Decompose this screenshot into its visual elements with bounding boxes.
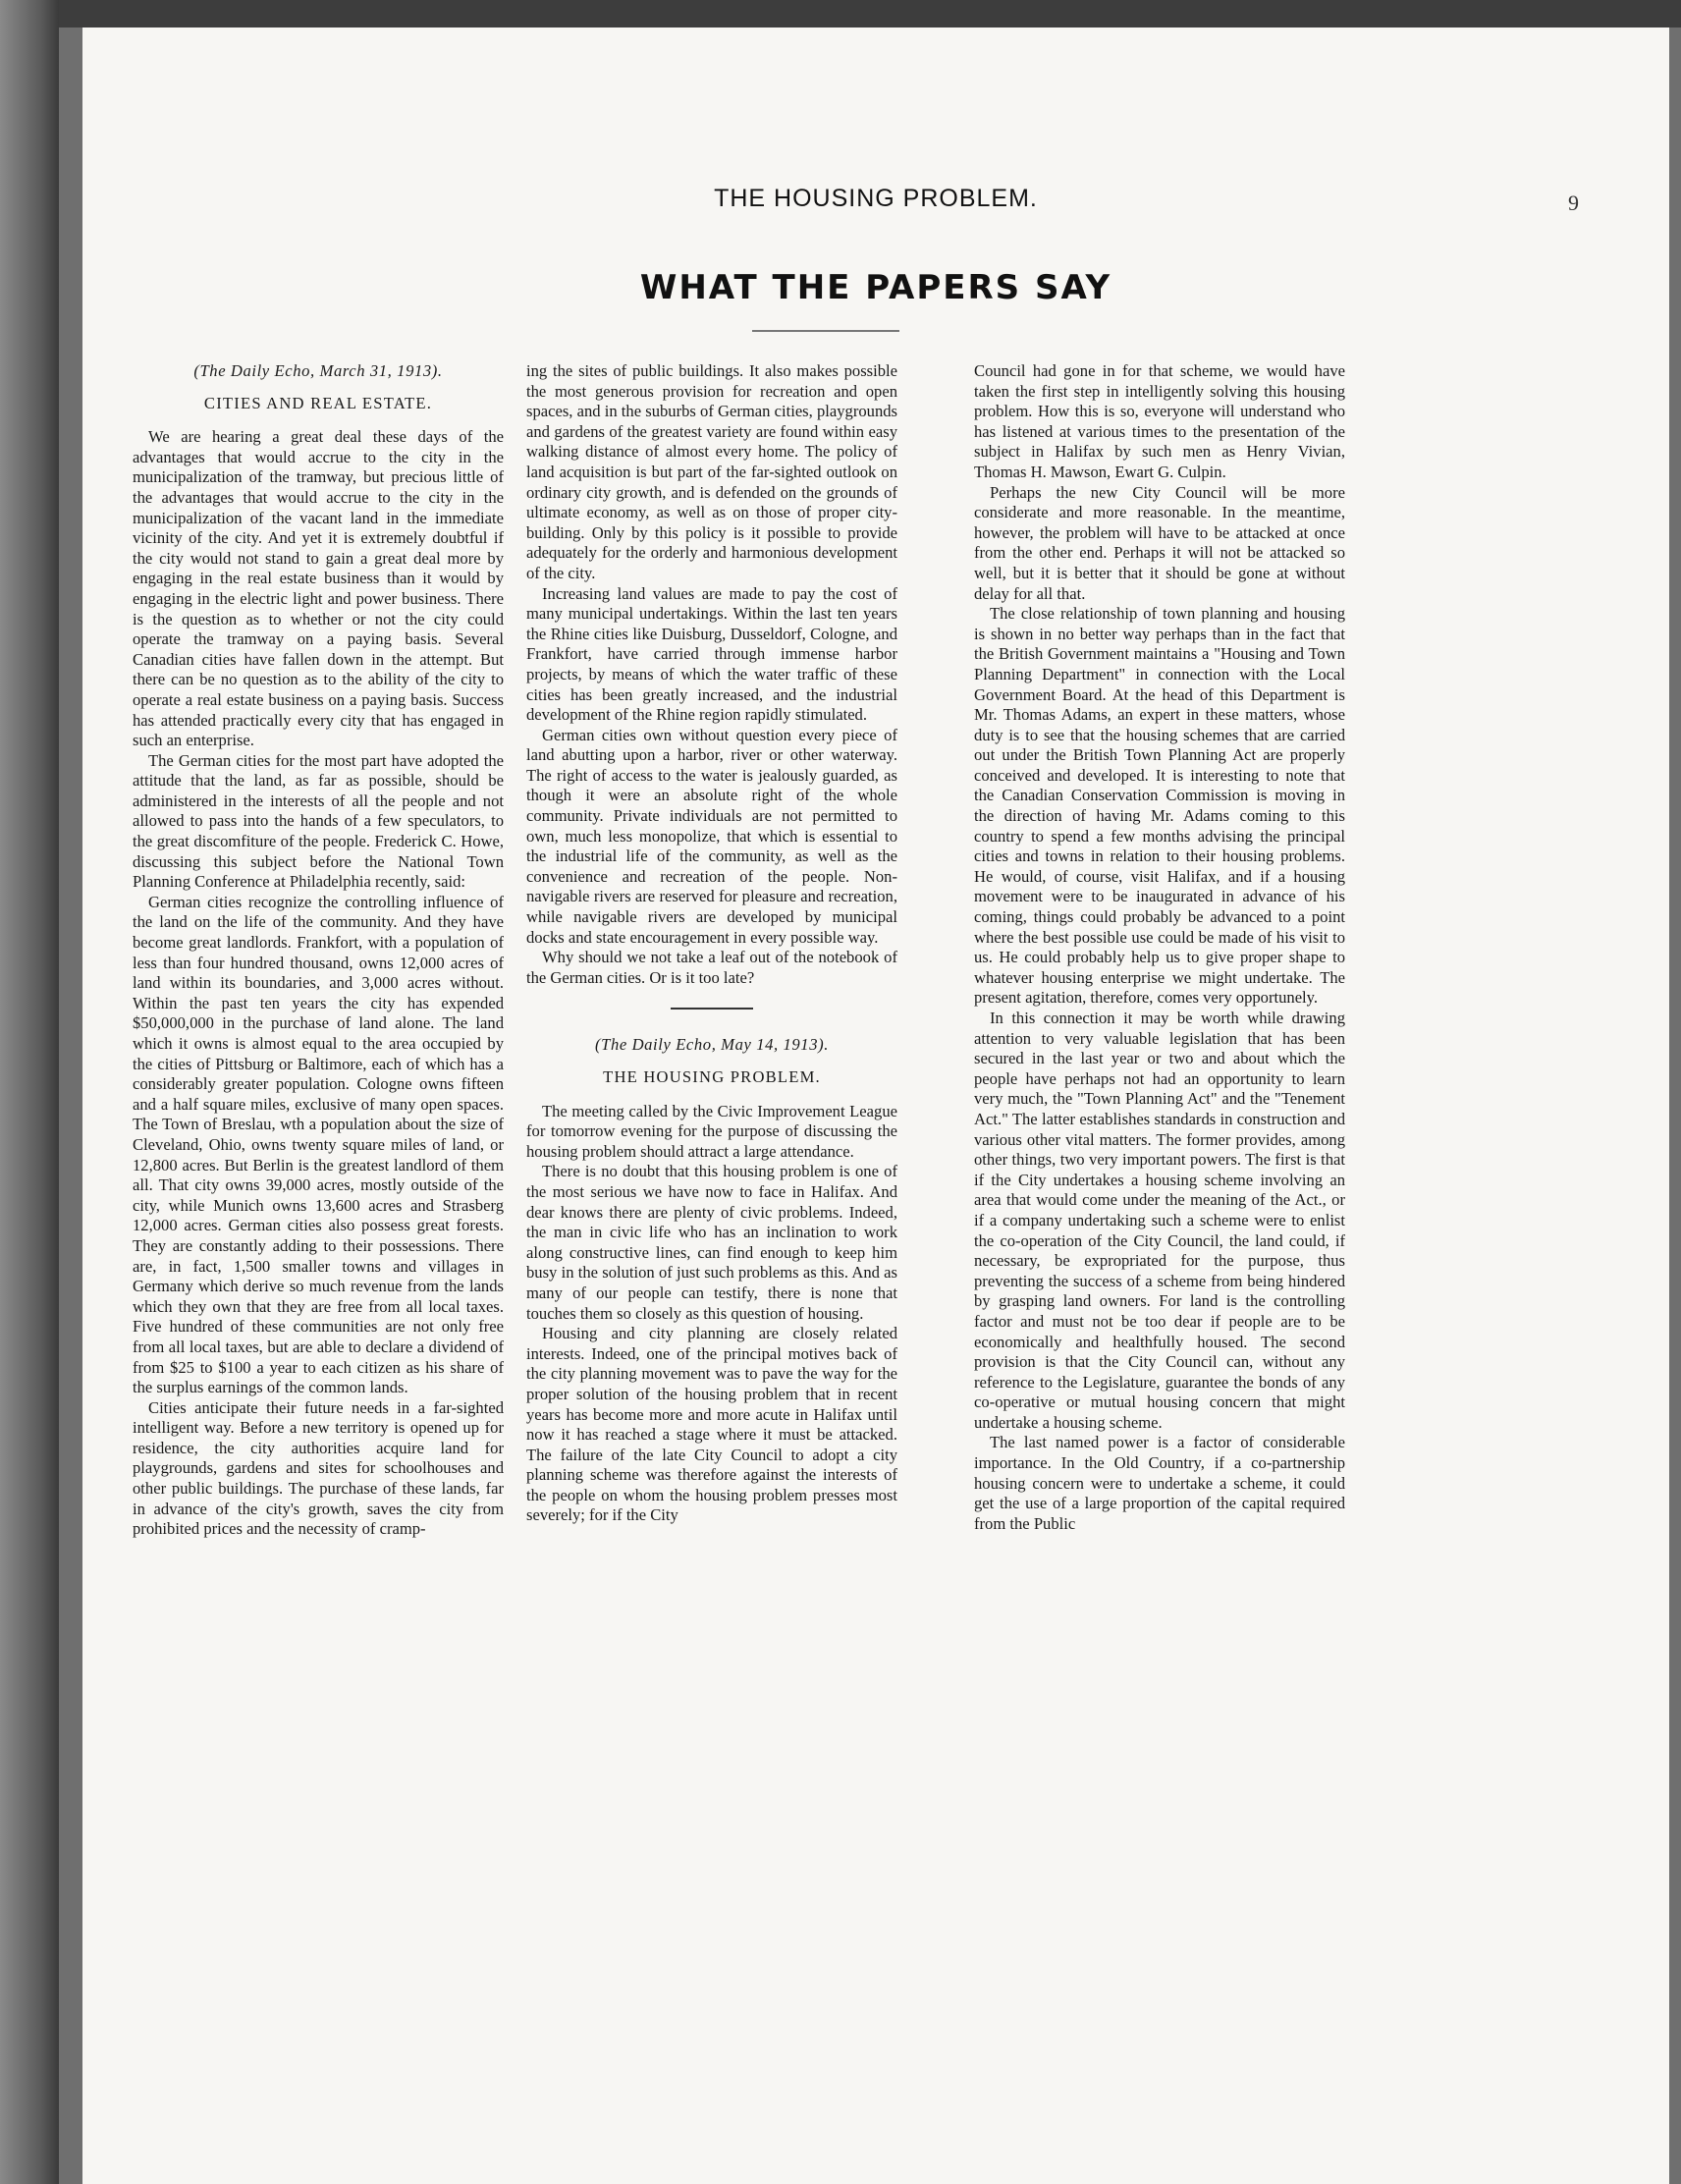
scan-top-border xyxy=(0,0,1681,27)
page-number: 9 xyxy=(1568,191,1579,215)
article1-paragraph: Why should we not take a leaf out of the notebook of the German cities. Or is it too late? xyxy=(526,948,897,987)
scan-binding-gutter xyxy=(0,0,59,2184)
column-3 xyxy=(974,361,1345,2066)
column-2 xyxy=(526,361,897,2066)
article2-paragraph: The last named power is a factor of considerable importance. In the Old Country, if a co-partnership housing concern were to undertake a scheme, it could get the use of a large proportion of the capital required from the Public xyxy=(974,1433,1345,1533)
section-title: WHAT THE PAPERS SAY xyxy=(639,268,1112,307)
article2-paragraph: Housing and city planning are closely related interests. Indeed, one of the principal motives back of the city planning movement was to pave the way for the proper solution of the housing problem that in recent years has become more and more acute in Halifax until now it has reached a stage where it must be attacked. The failure of the late City Council to adopt a city planning scheme was therefore against the interests of the people on whom the housing problem presses most severely; for if the City xyxy=(526,1324,897,1525)
article1-paragraph: The German cities for the most part have adopted the attitude that the land, as far as possible, should be administered in the interests of all the people and not allowed to pass into the hands of a few speculators, to the great discomfiture of the people. Frederick C. Howe, discussing this subject before the National Town Planning Conference at Philadelphia recently, said: xyxy=(133,750,504,892)
article1-heading: CITIES AND REAL ESTATE. xyxy=(203,393,433,412)
article2-paragraph: The meeting called by the Civic Improvement League for tomorrow evening for the purpose of discussing the housing problem should attract a large attendance. xyxy=(526,1101,897,1161)
article1-paragraph: We are hearing a great deal these days of the advantages that would accrue to the city in the municipalization of the tramway, but precious little of the advantages that would accrue to the city in the municipalization of the vacant land in the immediate vicinity of the city. And yet it is extremely doubtful if the city would not stand to gain a great deal more by engaging in the real estate business than it would by engaging in the electric light and power business. There is the question as to whether or not the city could operate the tramway on a paying basis. Several Canadian cities have fallen down in the attempt. But there can be no question as to the ability of the city to operate a real estate business on a paying basis. Success has attended practically every city that has engaged in such an enterprise. xyxy=(133,427,504,750)
article-separator xyxy=(671,1008,753,1010)
article2-paragraph: In this connection it may be worth while drawing attention to very valuable legislation that has been secured in the last year or two and about which the people have perhaps not had an opportunity to learn very much, the "Town Planning Act" and the "Tenement Act." The latter establishes standards in construction and various other vital matters. The former provides, among other things, two very important powers. The first is that if the City undertakes a housing scheme involving an area that would come under the meaning of the Act., or if a company undertaking such a scheme were to enlist the co-operation of the City Council, the land could, if necessary, be expropriated for the purpose, thus preventing the success of a scheme from being hindered by grasping land owners. For land is the controlling factor and must not be too dear if people are to be economically and healthfully housed. The second provision is that the City Council can, without any reference to the Legislature, guarantee the bonds of any co-operative or mutual housing concern that might undertake a housing scheme. xyxy=(974,1009,1345,1432)
article1-paragraph: ing the sites of public buildings. It also makes possible the most generous provision for recreation and open spaces, and in the suburbs of German cities, playgrounds and gardens of the greatest variety are found within easy walking distance of almost every home. The policy of land acquisition is but part of the far-sighted outlook on ordinary city growth, and is defended on the grounds of ultimate economy, as well as on those of proper city-building. Only by this policy is it possible to provide adequately for the orderly and harmonious development of the city. xyxy=(526,361,897,582)
article1-paragraph: Increasing land values are made to pay the cost of many municipal undertakings. Within the last ten years the Rhine cities like Duisburg, Dusseldorf, Cologne, and Frankfort, have carried through immense harbor projects, by means of which the water traffic of these cities has been greatly increased, and the industrial development of the Rhine region rapidly stimulated. xyxy=(526,583,897,725)
article1-paragraph: Cities anticipate their future needs in a far-sighted intelligent way. Before a new territory is opened up for residence, the city authorities acquire land for playgrounds, gardens and sites for schoolhouses and other public buildings. The purchase of these lands, far in advance of the city's growth, saves the city from prohibited prices and the necessity of cramp- xyxy=(133,1397,504,1539)
article2-dateline: (The Daily Echo, May 14, 1913). xyxy=(595,1035,829,1055)
title-rule xyxy=(752,330,899,332)
article2-paragraph: There is no doubt that this housing problem is one of the most serious we have now to face in Halifax. And dear knows there are plenty of civic problems. Indeed, the man in civic life who has an inclination to work along constructive lines, can find enough to keep him busy in the solution of just such problems as this. And as many of our people can testify, there is none that touches them so closely as this question of housing. xyxy=(526,1162,897,1323)
article2-paragraph: The close relationship of town planning and housing is shown in no better way perhaps than in the fact that the British Government maintains a "Housing and Town Planning Department" in connection with the Local Government Board. At the head of this Department is Mr. Thomas Adams, an expert in these matters, whose duty is to see that the housing schemes that are carried out under the British Town Planning Act are properly conceived and developed. It is interesting to note that the Canadian Conservation Commission is moving in the direction of having Mr. Adams coming to this country to spend a few months advising the principal cities and towns in relation to their housing problems. He would, of course, visit Halifax, and if a housing movement were to be inaugurated in advance of his coming, things could probably be advanced to a point where the best possible use could be made of his visit to us. He could probably help us to give proper shape to whatever housing enterprise we might undertake. The present agitation, therefore, comes very opportunely. xyxy=(974,604,1345,1008)
article2-heading: THE HOUSING PROBLEM. xyxy=(603,1067,821,1086)
article1-paragraph: German cities own without question every piece of land abutting upon a harbor, river or other waterway. The right of access to the water is jealously guarded, as though it were an absolute right of the whole community. Private individuals are not permitted to own, much less monopolize, that which is essential to the industrial life of the community, as well as the convenience and recreation of the people. Non-navigable rivers are reserved for pleasure and recreation, while navigable rivers are developed by municipal docks and state encouragement in every possible way. xyxy=(526,725,897,947)
article2-paragraph: Council had gone in for that scheme, we would have taken the first step in intelligently solving this housing problem. How this is so, everyone will understand who has listened at various times to the presentation of the subject in Halifax by such men as Henry Vivian, Thomas H. Mawson, Ewart G. Culpin. xyxy=(974,361,1345,481)
running-head: THE HOUSING PROBLEM. xyxy=(714,185,1038,212)
column-1 xyxy=(133,361,504,2066)
article1-paragraph: German cities recognize the controlling influence of the land on the life of the community. And they have become great landlords. Frankfort, with a population of less than four hundred thousand, owns 12,000 acres of land within its boundaries, and 3,000 acres without. Within the past ten years the city has expended $50,000,000 in the purchase of land alone. The land which it owns is almost equal to the area occupied by the cities of Pittsburg or Baltimore, each of which has a considerably greater population. Cologne owns fifteen and a half square miles, exclusive of many open spaces. The Town of Breslau, wth a population about the size of Cleveland, Ohio, owns twenty square miles of land, or 12,800 acres. But Berlin is the greatest landlord of them all. That city owns 39,000 acres, mostly outside of the city, while Munich owns 13,600 acres and Strasberg 12,000 acres. German cities also possess great forests. They are constantly adding to their possessions. There are, in fact, 1,500 smaller towns and villages in Germany which derive so much revenue from the lands which they own that they are free from all local taxes. Five hundred of these communities are not only free from all local taxes, but are able to declare a dividend of from $25 to $100 a year to each citizen as his share of the surplus earnings of the common lands. xyxy=(133,892,504,1397)
article2-paragraph: Perhaps the new City Council will be more considerate and more reasonable. In the meantime, however, the problem will have to be attacked at once from the other end. Perhaps it will not be attacked so well, but it is better that it should be gone at without delay for all that. xyxy=(974,482,1345,603)
article1-dateline: (The Daily Echo, March 31, 1913). xyxy=(193,361,443,380)
